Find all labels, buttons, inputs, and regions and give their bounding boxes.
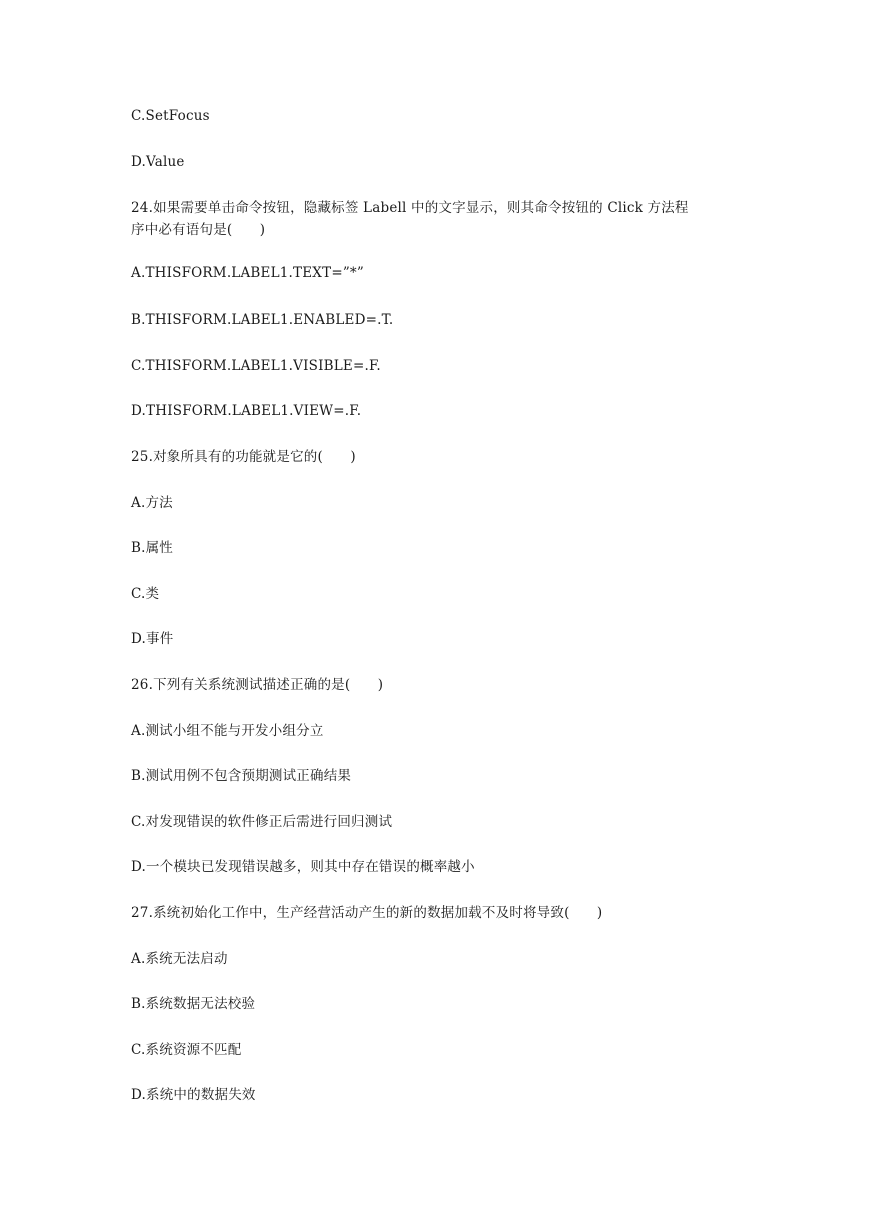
question-24-line-1: 24.如果需要单击命令按钮，隐藏标签 Labell 中的文字显示，则其命令按钮的 Click 方法程 <box>131 200 689 216</box>
option-c-q26: C.对发现错误的软件修正后需进行回归测试 <box>131 814 393 830</box>
option-a-q26: A.测试小组不能与开发小组分立 <box>131 723 324 739</box>
option-a-q25: A.方法 <box>131 495 173 511</box>
option-d-q27: D.系统中的数据失效 <box>131 1087 256 1103</box>
option-c-q25: C.类 <box>131 586 160 602</box>
question-26: 26.下列有关系统测试描述正确的是( ) <box>131 677 384 693</box>
option-d-q24: D.THISFORM.LABEL1.VIEW=.F. <box>131 403 362 419</box>
option-b-q26: B.测试用例不包含预期测试正确结果 <box>131 768 352 784</box>
option-c-q24: C.THISFORM.LABEL1.VISIBLE=.F. <box>131 358 381 374</box>
option-d-q23: D.Value <box>131 154 185 170</box>
question-27: 27.系统初始化工作中，生产经营活动产生的新的数据加载不及时将导致( ) <box>131 905 603 921</box>
option-b-q24: B.THISFORM.LABEL1.ENABLED=.T. <box>131 312 394 328</box>
option-c-q23: C.SetFocus <box>131 108 210 124</box>
option-a-q27: A.系统无法启动 <box>131 951 228 967</box>
option-d-q26: D.一个模块已发现错误越多，则其中存在错误的概率越小 <box>131 859 475 875</box>
option-c-q27: C.系统资源不匹配 <box>131 1042 242 1058</box>
option-a-q24: A.THISFORM.LABEL1.TEXT=”*” <box>131 265 364 281</box>
option-d-q25: D.事件 <box>131 631 174 647</box>
option-b-q25: B.属性 <box>131 540 174 556</box>
question-24-line-2: 序中必有语句是( ) <box>131 222 266 238</box>
question-25: 25.对象所具有的功能就是它的( ) <box>131 449 356 465</box>
option-b-q27: B.系统数据无法校验 <box>131 996 256 1012</box>
